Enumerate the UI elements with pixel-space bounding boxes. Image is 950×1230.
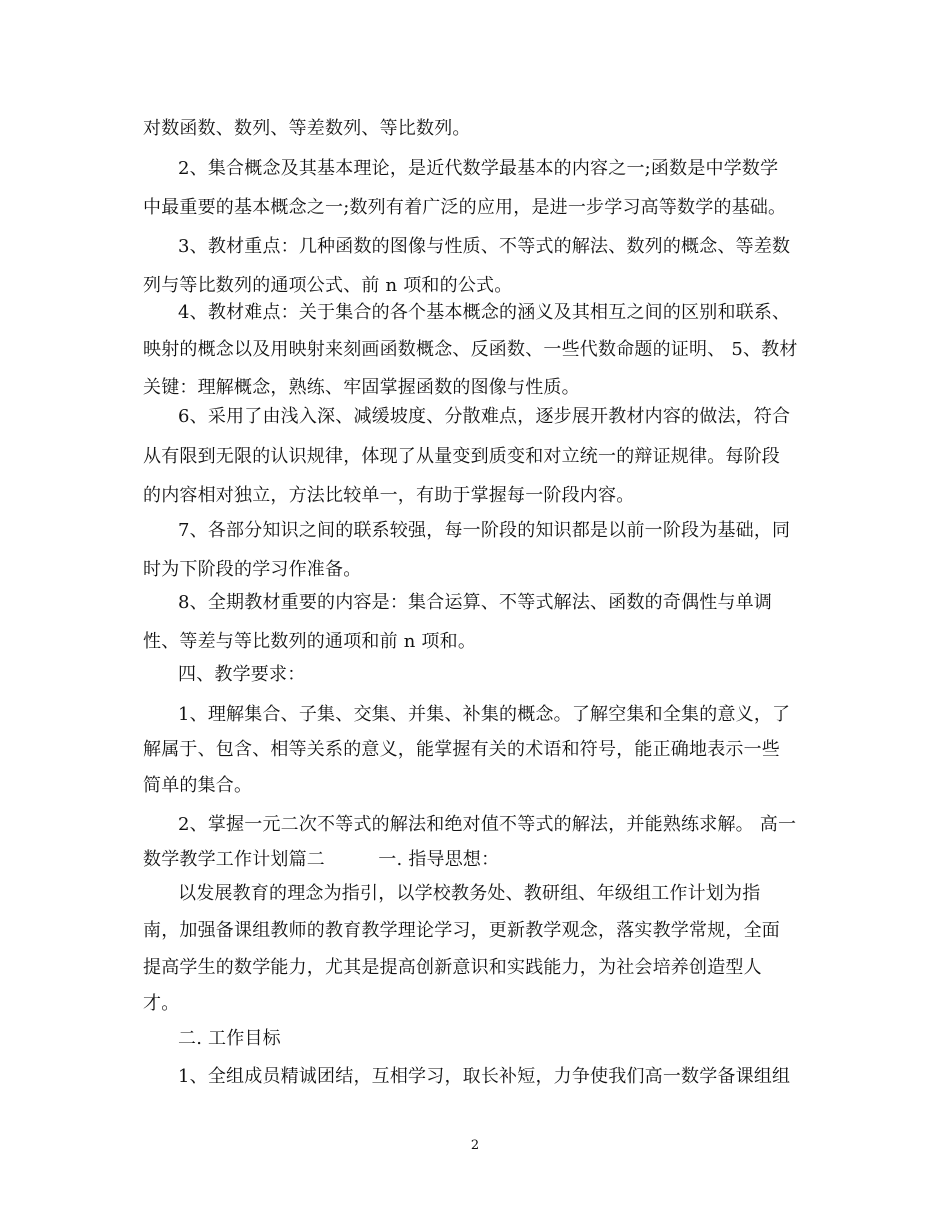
text-line: 中最重要的基本概念之一;数列有着广泛的应用，是进一步学习高等数学的基础。 xyxy=(143,197,787,218)
text-line: 7、各部分知识之间的联系较强，每一阶段的知识都是以前一阶段为基础，同 xyxy=(178,520,791,541)
page-number: 2 xyxy=(470,1138,480,1153)
text-line: 6、采用了由浅入深、减缓坡度、分散难点，逐步展开教材内容的做法，符合 xyxy=(178,406,791,427)
text-line: 简单的集合。 xyxy=(143,775,253,796)
text-line: 提高学生的数学能力，尤其是提高创新意识和实践能力，为社会培养创造型人 xyxy=(143,957,762,978)
text-line: 的内容相对独立，方法比较单一，有助于掌握每一阶段内容。 xyxy=(143,485,635,506)
text-line: 1、理解集合、子集、交集、并集、补集的概念。了解空集和全集的意义，了 xyxy=(178,704,791,725)
text-line: 3、教材重点：几种函数的图像与性质、不等式的解法、数列的概念、等差数 xyxy=(178,236,791,257)
text-line: 列与等比数列的通项公式、前 n 项和的公式。 xyxy=(143,275,513,296)
text-line: 1、全组成员精诚团结，互相学习，取长补短，力争使我们高一数学备课组组 xyxy=(178,1066,791,1087)
text-line: 对数函数、数列、等差数列、等比数列。 xyxy=(143,118,471,139)
text-line: 性、等差与等比数列的通项和前 n 项和。 xyxy=(143,631,477,652)
text-line: 才。 xyxy=(143,993,180,1014)
text-line: 以发展教育的理念为指引，以学校教务处、教研组、年级组工作计划为指 xyxy=(178,883,761,904)
text-line: 数学教学工作计划篇二 一. 指导思想： xyxy=(143,849,500,870)
text-line: 解属于、包含、相等关系的意义，能掌握有关的术语和符号，能正确地表示一些 xyxy=(143,739,780,760)
text-line: 南，加强备课组教师的教育教学理论学习，更新教学观念，落实教学常规，全面 xyxy=(143,920,780,941)
text-line: 从有限到无限的认识规律，体现了从量变到质变和对立统一的辩证规律。每阶段 xyxy=(143,446,780,467)
text-line: 2、掌握一元二次不等式的解法和绝对值不等式的解法，并能熟练求解。 高一 xyxy=(178,814,797,835)
text-line: 二. 工作目标 xyxy=(178,1028,281,1049)
text-line: 8、全期教材重要的内容是：集合运算、不等式解法、函数的奇偶性与单调 xyxy=(178,592,773,613)
text-line: 4、教材难点：关于集合的各个基本概念的涵义及其相互之间的区别和联系、 xyxy=(178,302,791,323)
text-line: 映射的概念以及用映射来刻画函数概念、反函数、一些代数命题的证明、 5、教材 xyxy=(143,339,798,360)
text-line: 四、教学要求： xyxy=(178,664,306,685)
text-line: 关键：理解概念，熟练、牢固掌握函数的图像与性质。 xyxy=(143,377,580,398)
text-line: 2、集合概念及其基本理论，是近代数学最基本的内容之一;函数是中学数学 xyxy=(178,158,779,179)
text-line: 时为下阶段的学习作准备。 xyxy=(143,559,362,580)
